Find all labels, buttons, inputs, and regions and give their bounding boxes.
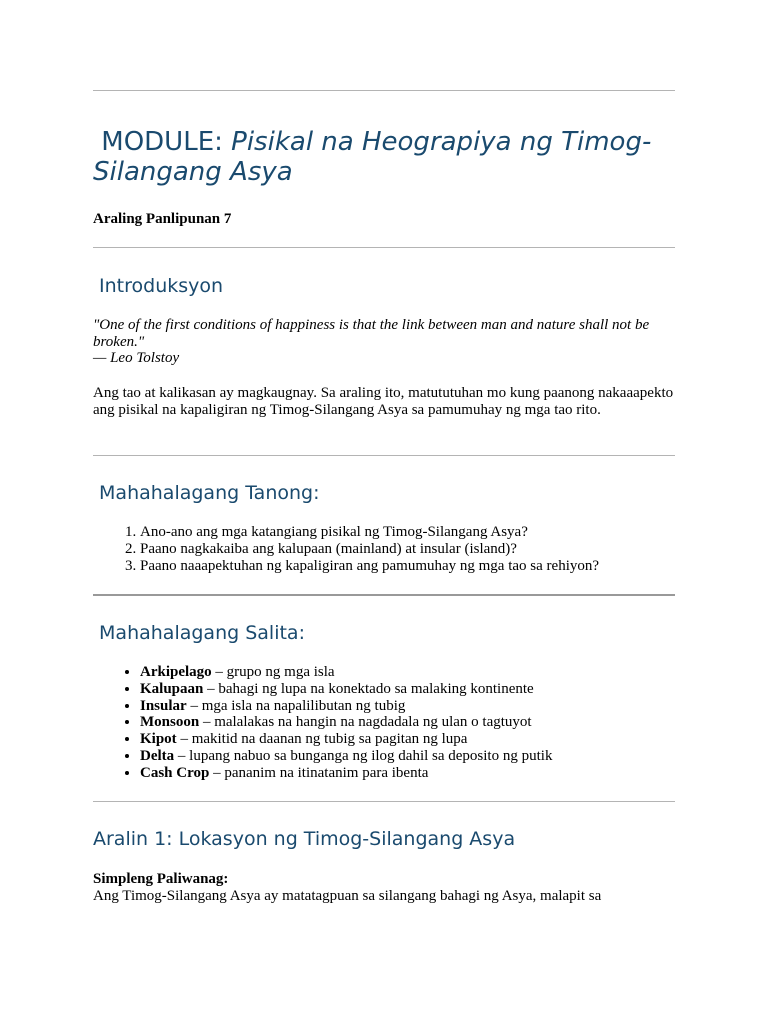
list-item [140, 698, 680, 715]
term: Monsoon [140, 714, 200, 731]
divider [93, 455, 675, 456]
term-definition: – makitid na daanan ng tubig sa pagitan ng lupa [176, 731, 468, 748]
divider [93, 594, 675, 596]
term: Cash Crop [140, 764, 210, 781]
module-prefix: MODULE: [93, 127, 232, 157]
term: Kipot [140, 731, 177, 748]
list-item [140, 664, 680, 681]
list-item [140, 681, 680, 698]
term-definition: – mga isla na napalilibutan ng tubig [186, 697, 406, 714]
list-item [140, 765, 680, 782]
list-item [140, 731, 680, 748]
list-item: 2. Paano nagkakaiba ang kalupaan (mainland) at insular (island)? [140, 541, 680, 558]
divider [93, 90, 675, 91]
list-item: 3. Paano naaapektuhan ng kapaligiran ang pamumuhay ng mga tao sa rehiyon? [140, 558, 680, 575]
quote-author: — Leo Tolstoy [93, 350, 180, 367]
intro-quote [93, 317, 678, 367]
intro-title: Introduksyon [93, 275, 224, 297]
questions-heading [93, 481, 320, 505]
list-item [140, 748, 680, 765]
questions-list [93, 524, 680, 574]
explanation-label [93, 871, 228, 888]
subject-label: Araling Panlipunan 7 [93, 211, 232, 227]
term: Kalupaan [140, 680, 204, 697]
list-item: 1. Ano-ano ang mga katangiang pisikal ng Timog-Silangang Asya? [140, 524, 680, 541]
term-definition: – bahagi ng lupa na konektado sa malaking kontinente [203, 680, 534, 697]
list-item [140, 714, 680, 731]
explanation-label-text: Simpleng Paliwanag: [93, 871, 229, 887]
module-title: Pisikal na Heograpiya ng Timog-Silangang Asya [93, 127, 652, 187]
term-definition: – pananim na itinatanim para ibenta [209, 764, 429, 781]
term: Insular [140, 697, 187, 714]
divider [93, 801, 675, 802]
term-definition: – grupo ng mga isla [211, 664, 335, 680]
term: Delta [140, 747, 175, 764]
terms-heading [93, 621, 305, 645]
term-definition: – malalakas na hangin na nagdadala ng ulan o tagtuyot [199, 714, 532, 731]
terms-list [93, 664, 680, 782]
terms-title: Mahahalagang Salita: [93, 622, 305, 644]
quote-text: "One of the first conditions of happiness is that the link between man and nature shall not be broken." [93, 317, 650, 350]
term-definition: – lupang nabuo sa bunganga ng ilog dahil sa deposito ng putik [174, 747, 553, 764]
questions-title: Mahahalagang Tanong: [93, 482, 320, 504]
intro-heading [93, 274, 223, 298]
intro-paragraph: Ang tao at kalikasan ay magkaugnay. Sa araling ito, matututuhan mo kung paanong nakaaapekto ang pisikal na kapaligiran ng Timog-Silangang Asya sa pamumuhay ng mga tao rito. [93, 385, 674, 418]
module-heading [93, 127, 678, 187]
term: Arkipelago [140, 664, 212, 680]
divider [93, 247, 675, 248]
lesson1-paragraph: Ang Timog-Silangang Asya ay matatagpuan sa silangang bahagi ng Asya, malapit sa [93, 888, 602, 904]
lesson1-heading: Aralin 1: Lokasyon ng Timog-Silangang Asya [93, 828, 516, 850]
